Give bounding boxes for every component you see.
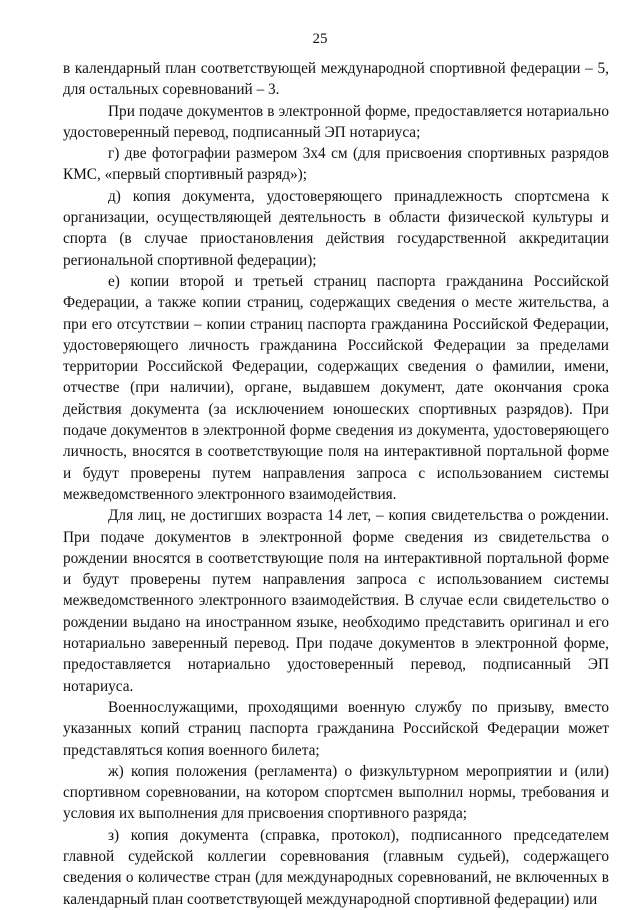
paragraph-electronic-translation: При подаче документов в электронной форме, предоставляется нотариально удостоверенный перевод, подписанный ЭП нотариуса; [63, 102, 609, 141]
paragraph-military: Военнослужащими, проходящими военную службу по призыву, вместо указанных копий страниц паспорта гражданина Российской Федерации может представляться копия военного билета; [63, 698, 609, 759]
paragraph-item-e: е) копии второй и третьей страниц паспорта гражданина Российской Федерации, а также копии страниц, содержащих сведения о месте жительства, а при его отсутствии – копии страниц паспорта гражданина Российской Федерации, удостоверяющего личность гражданина Российской Федерации за пределами территории Российской Федерации, содержащих сведения о фамилии, имени, отчестве (при наличии), органе, выдавшем документ, дате окончания срока действия документа (за исключением юношеских спортивных разрядов). При подаче документов в электронной форме сведения из документа, удостоверяющего личность, вносятся в соответствующие поля на интерактивной портальной форме и будут проверены путем направления запроса с использованием системы межведомственного электронного взаимодействия. [63, 272, 609, 503]
paragraph-item-z: з) копия документа (справка, протокол), подписанного председателем главной судейской коллегии соревнования (главным судьей), содержащего сведения о количестве стран (для международных соревнований, не включенных в календарный план соответствующей международной спортивной федерации) или [63, 826, 609, 908]
paragraph-item-zh: ж) копия положения (регламента) о физкультурном мероприятии и (или) спортивном соревновании, на котором спортсмен выполнил нормы, требования и условия их выполнения для присвоения спортивного разряда; [63, 762, 609, 823]
page-number: 25 [312, 31, 328, 47]
document-body [63, 58, 609, 910]
paragraph-item-d: д) копия документа, удостоверяющего принадлежность спортсмена к организации, осуществляющей деятельность в области физической культуры и спорта (в случае приостановления действия государственной аккредитации региональной спортивной федерации); [63, 187, 609, 269]
paragraph-item-g: г) две фотографии размером 3х4 см (для присвоения спортивных разрядов КМС, «первый спортивный разряд»); [63, 145, 609, 184]
paragraph-birth-certificate: Для лиц, не достигших возраста 14 лет, – копия свидетельства о рождении. При подаче документов в электронной форме сведения из свидетельства о рождении вносятся в соответствующие поля на интерактивной портальной форме и будут проверены путем направления запроса с использованием системы межведомственного электронного взаимодействия. В случае если свидетельство о рождении выдано на иностранном языке, необходимо представить оригинал и его нотариально заверенный перевод. При подаче документов в электронной форме, предоставляется нотариально удостоверенный перевод, подписанный ЭП нотариуса. [63, 507, 609, 695]
paragraph-continuation: в календарный план соответствующей международной спортивной федерации – 5, для остальных соревнований – 3. [63, 60, 609, 99]
